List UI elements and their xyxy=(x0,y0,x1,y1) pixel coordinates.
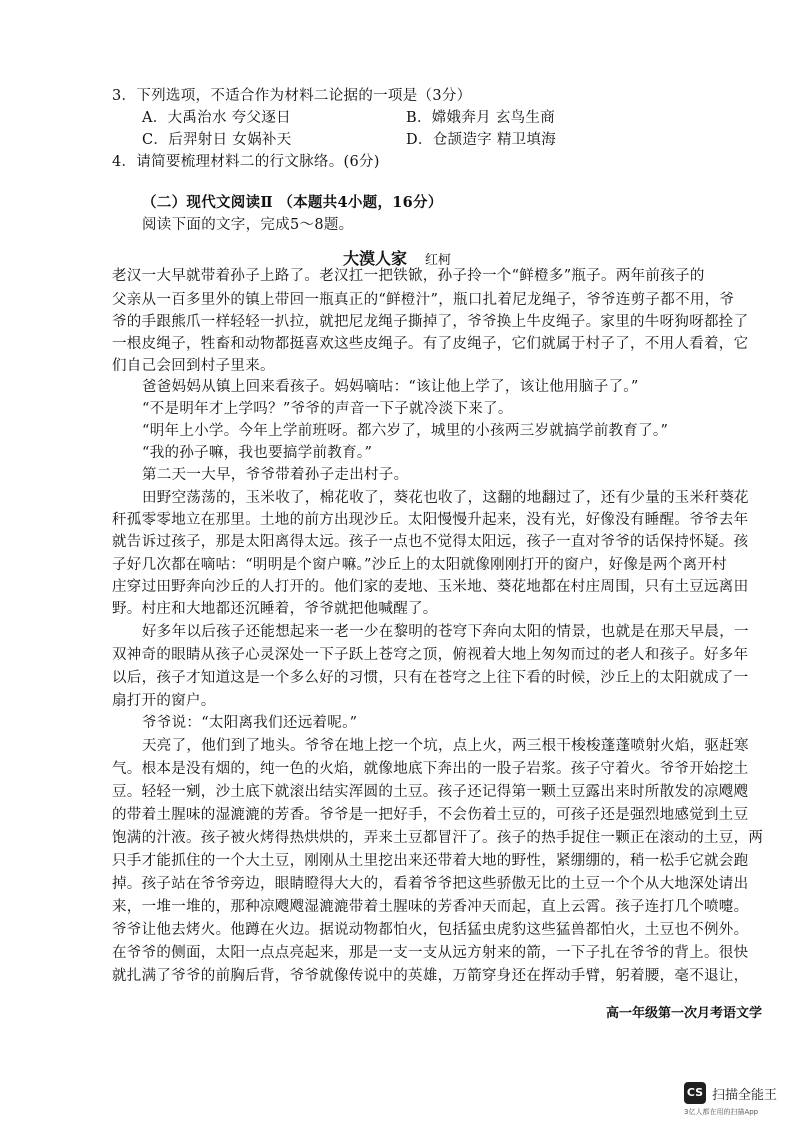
scanner-tagline: 3亿人都在用的扫描App xyxy=(684,1108,759,1116)
article-line: 只手才能抓住的一个大土豆，刚刚从土里挖出来还带着大地的野性，紧绷绷的，稍一松手它就会跑 xyxy=(112,853,749,869)
article-line: 野。村庄和大地都还沉睡着，爷爷就把他喊醒了。 xyxy=(112,601,438,617)
article-line: 子好几次都在嘀咕：“明明是个窗户嘛。”沙丘上的太阳就像刚刚打开的窗户，好像是两个离开村 xyxy=(112,557,727,573)
question-3: 3．下列选项，不适合作为材料二论据的一项是（3分） xyxy=(112,88,472,104)
article-line: “我的孙子嘛，我也要搞学前教育。” xyxy=(142,445,373,461)
article-line: 的带着土腥味的湿漉漉的芳香。爷爷是一把好手，不会伤着土豆的，可孩子还是强烈地感觉到土豆 xyxy=(112,807,749,823)
article-line: 双神奇的眼睛从孩子心灵深处一下子跃上苍穹之顶，俯视着大地上匆匆而过的老人和孩子。好多年 xyxy=(112,647,749,663)
scanner-logo-icon: CS xyxy=(684,1082,706,1104)
article-line: 们自己会回到村子里来。 xyxy=(112,358,275,374)
option-a: A．大禹治水 夸父逐日 xyxy=(142,110,291,126)
article-author: 红柯 xyxy=(425,253,452,268)
article-line: 来，一堆一堆的，那种凉飕飕湿漉漉带着土腥味的芳香冲天而起，直上云霄。孩子连打几个喷嚏。 xyxy=(112,899,749,915)
article-title: 大漠人家 xyxy=(342,249,407,268)
article-line: 爷爷让他去烤火。他蹲在火边。据说动物都怕火，包括猛虫虎豹这些猛兽都怕火，土豆也不例外。 xyxy=(112,922,749,938)
article-line: 秆孤零零地立在那里。土地的前方出现沙丘。太阳慢慢升起来，没有光，好像没有睡醒。爷爷去年 xyxy=(112,512,749,528)
article-line: 天亮了，他们到了地头。爷爷在地上挖一个坑，点上火，两三根干梭梭蓬蓬喷射火焰，驱赶寒 xyxy=(142,738,749,754)
article-line: 爷的手跟熊爪一样轻轻一扒拉，就把尼龙绳子撕掉了，爷爷换上牛皮绳子。家里的牛呀狗呀都拴了 xyxy=(112,314,749,330)
article-line: 爸爸妈妈从镇上回来看孩子。妈妈嘀咕：“该让他上学了，该让他用脑子了。” xyxy=(142,379,639,395)
section-instruction: 阅读下面的文字，完成5～8题。 xyxy=(142,217,354,233)
article-line: “不是明年才上学吗？”爷爷的声音一下子就冷淡下来了。 xyxy=(142,401,513,417)
article-line: 扇打开的窗户。 xyxy=(112,693,216,709)
article-line: 就告诉过孩子，那是太阳离得太远。孩子一点也不觉得太阳远，孩子一直对爷爷的话保持怀疑。孩 xyxy=(112,534,749,550)
option-b: B．嫦娥奔月 玄鸟生商 xyxy=(406,110,556,126)
scanner-watermark xyxy=(684,1078,784,1118)
option-d: D．仓颉造字 精卫填海 xyxy=(406,132,557,148)
article-line: 豆。轻轻一剜，沙土底下就滚出结实浑圆的土豆。孩子还记得第一颗土豆露出来时所散发的凉飕飕 xyxy=(112,784,749,800)
article-line: “明年上小学。今年上学前班呀。都六岁了，城里的小孩两三岁就搞学前教育了。” xyxy=(142,423,669,439)
article-line: 爷爷说：“太阳离我们还远着呢。” xyxy=(142,715,358,731)
article-line: 就扎满了爷爷的前胸后背，爷爷就像传说中的英雄，万箭穿身还在挥动手臂，躬着腰，毫不退让， xyxy=(112,968,749,984)
article-line: 第二天一大早，爷爷带着孙子走出村子。 xyxy=(142,467,409,483)
question-4: 4．请简要梳理材料二的行文脉络。(6分) xyxy=(112,154,380,170)
page-footer: 高一年级第一次月考语文学 xyxy=(605,1006,762,1021)
option-c: C．后羿射日 女娲补天 xyxy=(142,132,292,148)
article-line: 饱满的汁液。孩子被火烤得热烘烘的，弄来土豆都冒汗了。孩子的热手捉住一颗正在滚动的土豆，两 xyxy=(112,830,764,846)
article-line: 田野空荡荡的，玉米收了，棉花收了，葵花也收了，这翻的地翻过了，还有少量的玉米秆葵花 xyxy=(142,490,749,506)
article-line: 气。根本是没有烟的，纯一色的火焰，就像地底下奔出的一股子岩浆。孩子守着火。爷爷开始挖土 xyxy=(112,761,749,777)
article-line: 以后，孩子才知道这是一个多么好的习惯，只有在苍穹之上往下看的时候，沙丘上的太阳就成了一 xyxy=(112,670,749,686)
article-line: 好多年以后孩子还能想起来一老一少在黎明的苍穹下奔向太阳的情景，也就是在那天早晨，一 xyxy=(142,624,749,640)
article-line: 庄穿过田野奔向沙丘的人打开的。他们家的麦地、玉米地、葵花地都在村庄周围，只有土豆远离田 xyxy=(112,579,749,595)
article-line: 在爷爷的侧面，太阳一点点亮起来，那是一支一支从远方射来的箭，一下子扎在爷爷的背上。很快 xyxy=(112,945,749,961)
article-line: 一根皮绳子，牲畜和动物都挺喜欢这些皮绳子。有了皮绳子，它们就属于村子了，不用人看着，它 xyxy=(112,336,749,352)
article-line: 掉。孩子站在爷爷旁边，眼睛瞪得大大的，看着爷爷把这些骄傲无比的土豆一个个从大地深处请出 xyxy=(112,876,749,892)
section-heading: （二）现代文阅读Ⅱ （本题共4小题，16分） xyxy=(142,194,443,211)
scanner-name: 扫描全能王 xyxy=(712,1088,778,1103)
article-line: 父亲从一百多里外的镇上带回一瓶真正的“鲜橙汁”，瓶口扎着尼龙绳子，爷爷连剪子都不用，爷 xyxy=(112,292,735,308)
article-line: 老汉一大早就带着孙子上路了。老汉扛一把铁锨，孙子拎一个“鲜橙多”瓶子。两年前孩子的 xyxy=(112,268,705,284)
